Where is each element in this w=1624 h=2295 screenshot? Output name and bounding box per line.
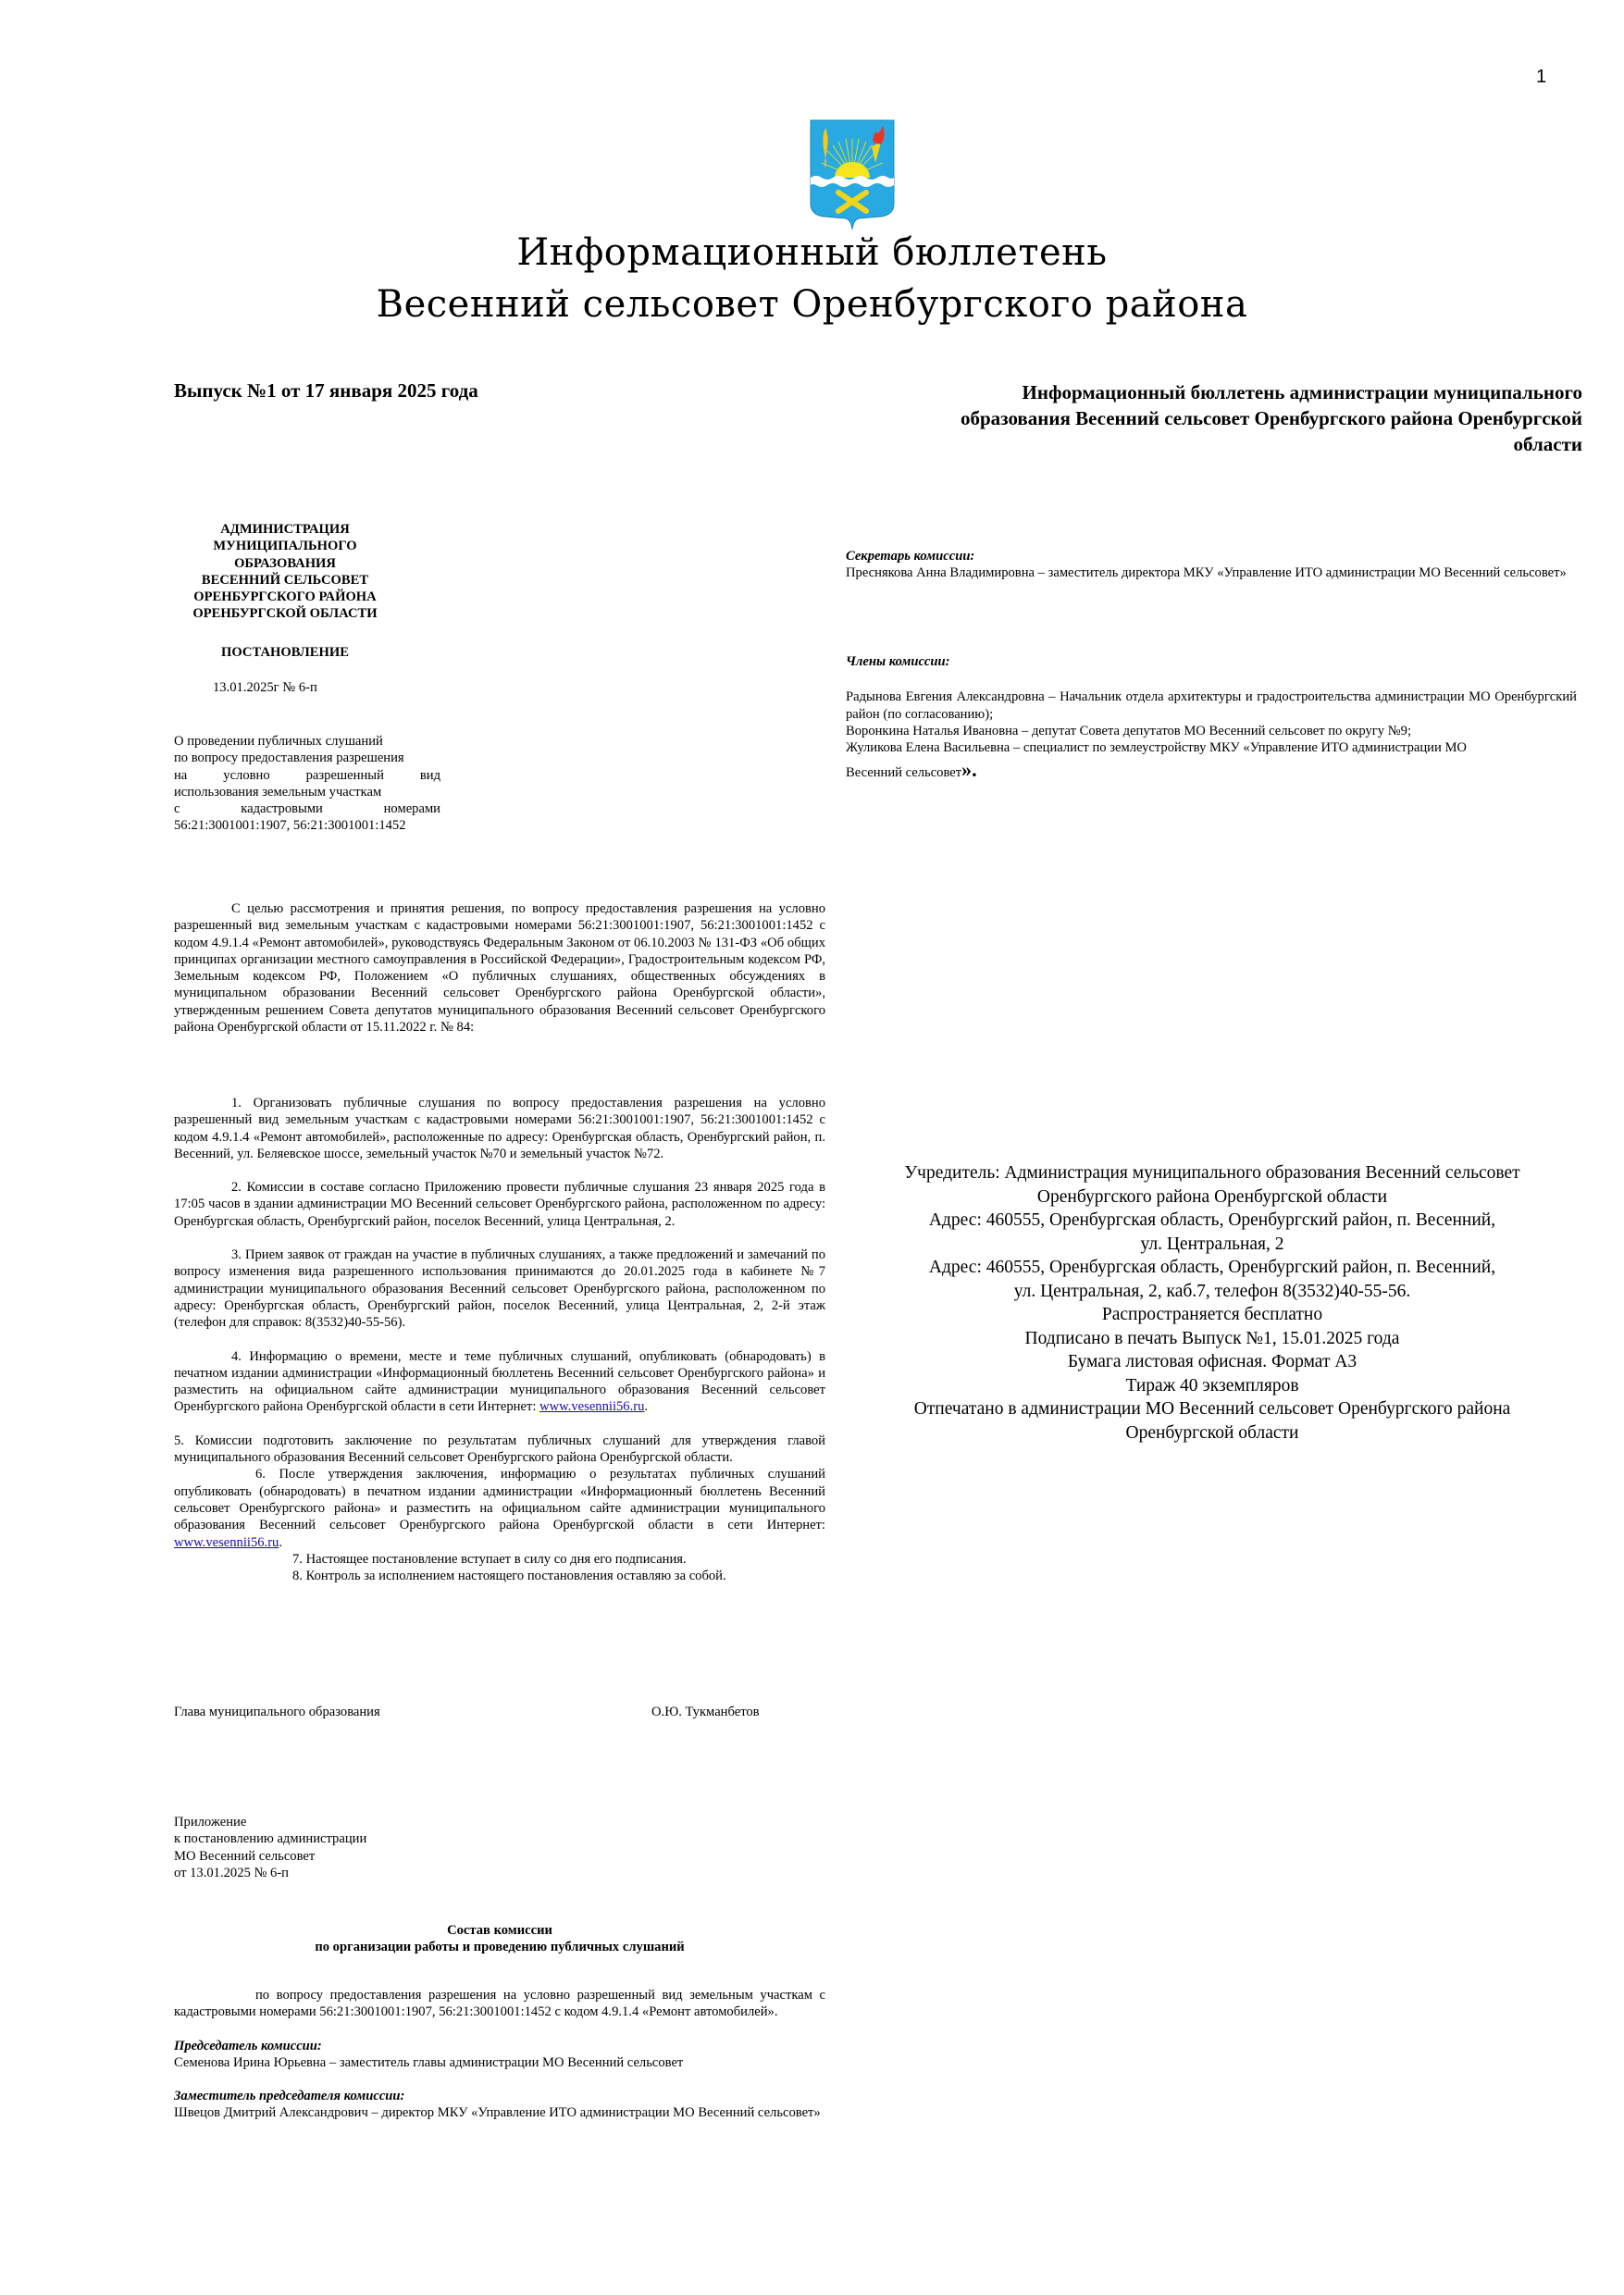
subject-line: с кадастровыми номерами (174, 801, 440, 817)
resolution-item-4-text: 4. Информацию о времени, месте и теме публичных слушаний, опубликовать (обнародовать) в печатном издании администрации «Информационный бюллетень Весенний сельсовет Оренбургского района» и разместить на официальном сайте администрации муниципального образования Весенний сельсовет Оренбургского района Оренбургской области в сети Интернет: (174, 1348, 825, 1415)
appendix-line: Приложение (174, 1815, 247, 1830)
admin-line: ОРЕНБУРГСКОГО РАЙОНА (193, 589, 377, 605)
secretary-block (846, 548, 1577, 582)
appendix-reference (174, 1814, 366, 1881)
commission-intro: по вопросу предоставления разрешения на условно разрешенный вид земельным участкам с кадастровыми номерами 56:21:3001001:1907, 56:21:3001001:1452 с кодом 4.9.1.4 «Ремонт автомобилей». (174, 1988, 825, 2020)
website-link[interactable]: www.vesennii56.ru (174, 1534, 279, 1550)
imprint-line: ул. Центральная, 2, каб.7, телефон 8(3532)40-55-56. (1013, 1281, 1411, 1301)
resolution-item-6-text: 6. После утверждения заключения, информацию о результатах публичных слушаний опубликовать (обнародовать) в печатном издании администрации «Информационный бюллетень Весенний сельсовет Оренбургского района» и разместить на официальном сайте администрации муниципального образования Весенний сельсовет Оренбургского района Оренбургской области в сети Интернет: (174, 1467, 825, 1533)
chair: Семенова Ирина Юрьевна – заместитель главы администрации МО Весенний сельсовет (174, 2054, 684, 2070)
member-last-line (846, 758, 1577, 782)
imprint-line: Оренбургской области (1125, 1422, 1299, 1443)
resolution-item-2: 2. Комиссии в составе согласно Приложению провести публичные слушания 23 января 2025 года в 17:05 часов в здании администрации МО Весенний сельсовет Оренбургского района, расположенном по адресу: Оренбургская область, Оренбургский район, поселок Весенний, улица Центральная, 2. (174, 1180, 825, 1229)
member-last-text: Весенний сельсовет (846, 765, 962, 781)
secretary-label: Секретарь комиссии: (846, 549, 975, 564)
resolution-subject (174, 733, 440, 835)
imprint-line: Адрес: 460555, Оренбургская область, Оренбургский район, п. Весенний, (928, 1258, 1496, 1277)
commission-title-line1: Состав комиссии (447, 1923, 552, 1938)
appendix-line: МО Весенний сельсовет (174, 1848, 316, 1864)
member-last-quote: ». (961, 758, 977, 782)
chair-label: Председатель комиссии: (174, 2038, 322, 2053)
resolution-item-8: 8. Контроль за исполнением настоящего постановления оставляю за собой. (292, 1569, 726, 1584)
bulletin-title (0, 227, 1624, 330)
bulletin-title-line1: Информационный бюллетень (516, 231, 1108, 274)
period: . (279, 1534, 283, 1550)
imprint-line: Учредитель: Администрация муниципального образования Весенний сельсовет (904, 1163, 1520, 1183)
subject-line: по вопросу предоставления разрешения (174, 751, 404, 766)
imprint-line: Оренбургского района Оренбургской области (1036, 1186, 1388, 1207)
appendix-line: от 13.01.2025 № 6-п (174, 1865, 289, 1880)
bulletin-header-right (833, 379, 1582, 457)
resolution-item-3: 3. Прием заявок от граждан на участие в публичных слушаниях, а также предложений и замечаний по вопросу изменения вида разрешенного использования принимаются до 20.01.2025 года в кабинете №7 администрации муниципального образования Весенний сельсовет Оренбургского района, расположенном по адресу: Оренбургская область, Оренбургский район, поселок Весенний, улица Центральная, 2, 2-й этаж (телефон для справок: 8(3532)40-55-56). (174, 1247, 825, 1331)
resolution-item-7: 7. Настоящее постановление вступает в силу со дня его подписания. (292, 1551, 687, 1567)
admin-line: ОБРАЗОВАНИЯ (234, 555, 336, 571)
subject-line: на условно разрешенный вид (174, 767, 440, 783)
resolution-type: ПОСТАНОВЛЕНИЕ (221, 645, 349, 660)
period: . (644, 1399, 649, 1415)
appendix-line: к постановлению администрации (174, 1831, 367, 1847)
deputy-label: Заместитель председателя комиссии: (174, 2089, 405, 2104)
signature-title: Глава муниципального образования (174, 1705, 380, 1719)
member: Радынова Евгения Александровна – Начальник отдела архитектуры и градостроительства администрации МО Оренбургский район (по согласованию); (846, 689, 1577, 722)
deputy: Швецов Дмитрий Александрович – директор МКУ «Управление ИТО администрации МО Весенний сельсовет» (174, 2105, 821, 2121)
admin-line: ВЕСЕННИЙ СЕЛЬСОВЕТ (201, 572, 369, 588)
bulletin-title-line2: Весенний сельсовет Оренбургского района (376, 283, 1248, 326)
resolution-items-block (174, 1095, 825, 1584)
resolution-preamble: С целью рассмотрения и принятия решения, по вопросу предоставления разрешения на условно разрешенный вид земельным участкам с кадастровыми номерами 56:21:3001001:1907, 56:21:3001001:1452 с кодом 4.9.1.4 «Ремонт автомобилей», руководствуясь Федеральным Законом от 06.10.2003 № 131-ФЗ «Об общих принципах организации местного самоуправления в Российской Федерации», Градостроительным кодексом РФ, Земельным кодексом РФ, Положением «О публичных слушаниях, общественных обсуждениях в муниципальном образовании Весенний сельсовет Оренбургского района Оренбургской области», утвержденным решением Совета депутатов муниципального образования Весенний сельсовет Оренбургского района Оренбургской области от 15.11.2022 г. № 84: (174, 901, 825, 1036)
imprint-line: Отпечатано в администрации МО Весенний сельсовет Оренбургского района (913, 1399, 1511, 1419)
resolution-preamble-block (174, 900, 825, 1036)
coat-of-arms-icon (809, 118, 896, 231)
commission-block (174, 1987, 825, 2122)
admin-line: АДМИНИСТРАЦИЯ (220, 522, 350, 537)
members-label: Члены комиссии: (846, 654, 950, 669)
imprint-line: Тираж 40 экземпляров (1125, 1375, 1299, 1396)
commission-title (174, 1922, 825, 1956)
admin-line: МУНИЦИПАЛЬНОГО (213, 539, 357, 554)
subject-line: 56:21:3001001:1907, 56:21:3001001:1452 (174, 818, 406, 834)
member: Жуликова Елена Васильевна – специалист по землеустройству МКУ «Управление ИТО администрации МО (846, 740, 1467, 756)
commission-title-line2: по организации работы и проведению публичных слушаний (315, 1940, 685, 1955)
website-link[interactable]: www.vesennii56.ru (539, 1399, 645, 1415)
imprint-line: Распространяется бесплатно (1101, 1305, 1323, 1324)
administration-name (174, 521, 396, 623)
signature-name: О.Ю. Тукманбетов (651, 1705, 760, 1719)
imprint-line: ул. Центральная, 2 (1140, 1234, 1284, 1254)
admin-line: ОРЕНБУРГСКОЙ ОБЛАСТИ (192, 606, 378, 622)
resolution-item-5: 5. Комиссии подготовить заключение по результатам публичных слушаний для утверждения главой муниципального образования Весенний сельсовет Оренбургского района Оренбургской области. (174, 1433, 825, 1466)
resolution-item-6 (174, 1466, 825, 1550)
members-block (846, 653, 1577, 782)
resolution-date-number: 13.01.2025г № 6-п (213, 680, 317, 695)
subject-line: использования земельным участкам (174, 784, 382, 800)
coat-of-arms-emblem (809, 118, 896, 231)
resolution-item-4 (174, 1348, 825, 1416)
bulletin-header-line: области (1513, 433, 1582, 455)
page-number: 1 (1536, 67, 1547, 87)
bulletin-header-line: образования Весенний сельсовет Оренбургского района Оренбургской (960, 407, 1582, 429)
imprint-line: Подписано в печать Выпуск №1, 15.01.2025 года (1024, 1328, 1400, 1348)
resolution-item-1: 1. Организовать публичные слушания по вопросу предоставления разрешения на условно разрешенный вид земельным участкам с кадастровыми номерами 56:21:3001001:1907, 56:21:3001001:1452 с кодом 4.9.1.4 «Ремонт автомобилей», расположенные по адресу: Оренбургская область, Оренбургский район, п. Весенний, ул. Беляевское шоссе, земельный участок №70 и земельный участок №72. (174, 1096, 825, 1161)
subject-line: О проведении публичных слушаний (174, 734, 383, 749)
issue-number: Выпуск №1 от 17 января 2025 года (174, 379, 478, 402)
member: Воронкина Наталья Ивановна – депутат Совета депутатов МО Весенний сельсовет по округу №9; (846, 723, 1411, 738)
secretary: Преснякова Анна Владимировна – заместитель директора МКУ «Управление ИТО администрации МО Весенний сельсовет» (846, 565, 1567, 581)
imprint-line: Бумага листовая офисная. Формат А3 (1067, 1352, 1357, 1371)
imprint-block (861, 1161, 1564, 1445)
bulletin-header-line: Информационный бюллетень администрации муниципального (1022, 381, 1582, 403)
imprint-line: Адрес: 460555, Оренбургская область, Оренбургский район, п. Весенний, (928, 1210, 1496, 1230)
